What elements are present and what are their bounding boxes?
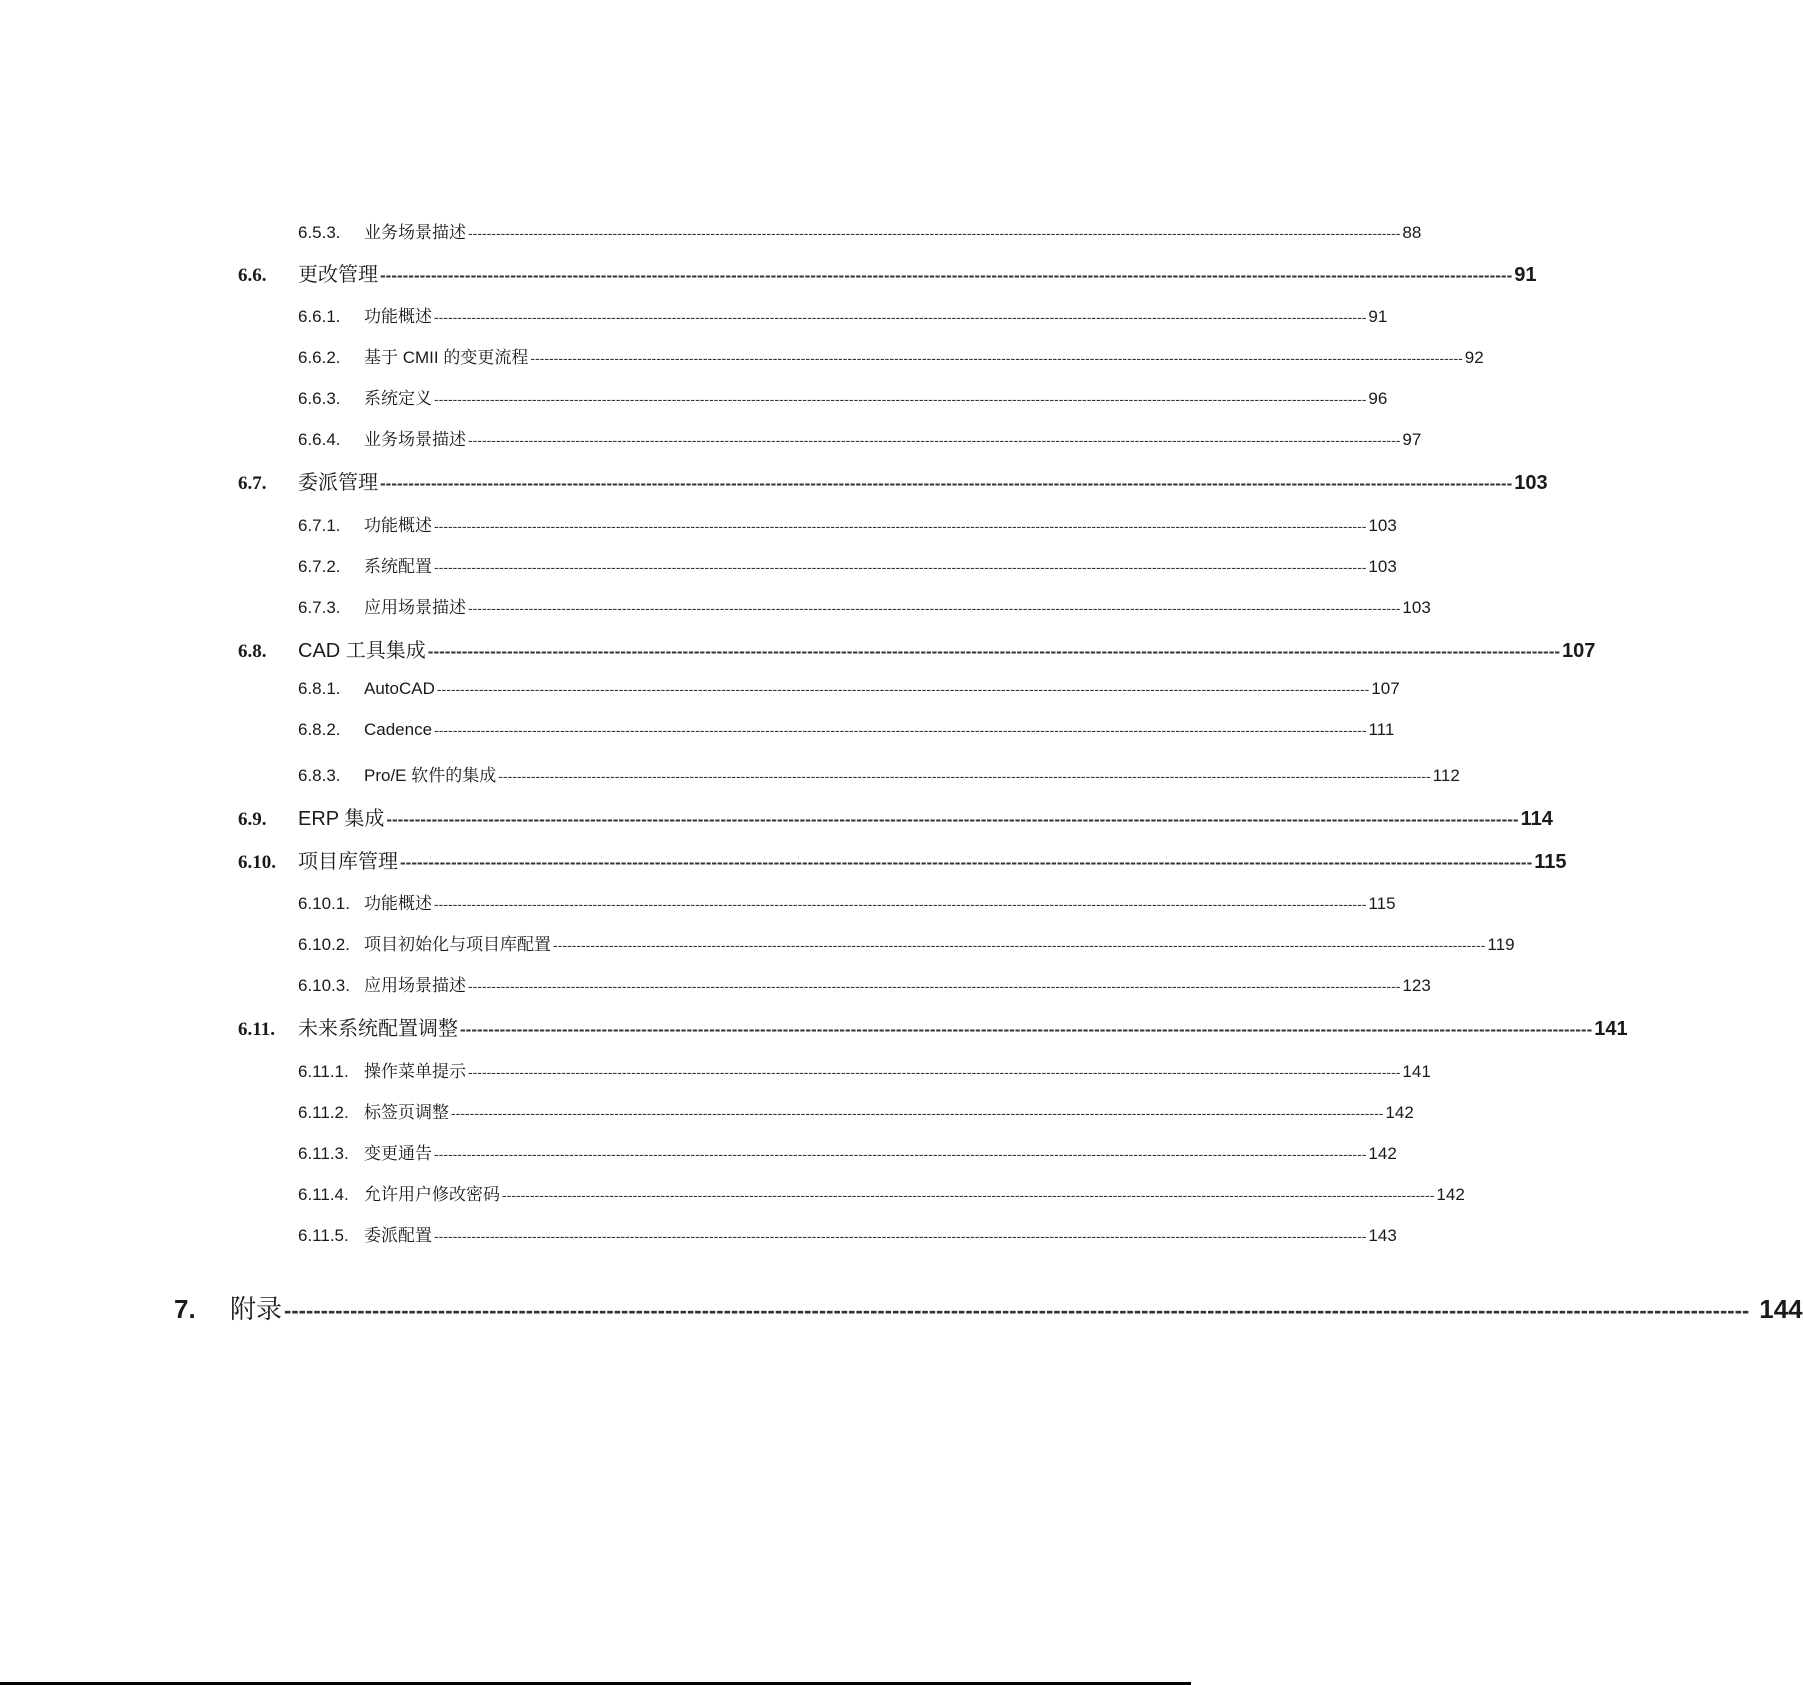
toc-entry[interactable] xyxy=(298,511,1397,535)
toc-entry[interactable] xyxy=(298,425,1422,449)
toc-leader-dots: -------------------------------------------------------------------------------------------------------------------------------------------------------------------------------------------------------- xyxy=(553,937,1486,953)
toc-leader-dots: -------------------------------------------------------------------------------------------------------------------------------------------------------------------------------------------------------- xyxy=(460,1020,1593,1039)
toc-entry-page: 91 xyxy=(1514,264,1537,286)
toc-entry-page: 103 xyxy=(1368,557,1397,576)
toc-entry-page: 115 xyxy=(1534,851,1567,873)
toc-entry-page: 88 xyxy=(1402,223,1422,242)
toc-entry-title: 委派管理 xyxy=(298,472,378,494)
toc-entry-title: 变更通告 xyxy=(364,1144,432,1163)
toc-entry[interactable] xyxy=(298,593,1431,617)
toc-entry-title: 系统配置 xyxy=(364,557,432,576)
toc-entry[interactable] xyxy=(298,761,1460,785)
toc-entry-number: 6.10.2. xyxy=(298,935,350,954)
toc-entry-title: 项目初始化与项目库配置 xyxy=(364,935,551,954)
toc-entry[interactable] xyxy=(298,720,1395,744)
toc-entry[interactable] xyxy=(298,971,1431,995)
toc-entry-number: 6.9. xyxy=(238,809,267,830)
toc-entry-number: 6.6.2. xyxy=(298,348,341,367)
toc-entry-number: 6.11.5. xyxy=(298,1226,349,1245)
toc-entry-title: AutoCAD xyxy=(364,679,435,698)
toc-entry[interactable] xyxy=(298,1221,1397,1245)
toc-entry-title: CAD 工具集成 xyxy=(298,640,426,662)
toc-entry[interactable] xyxy=(298,1057,1431,1081)
toc-leader-dots: -------------------------------------------------------------------------------------------------------------------------------------------------------------------------------------------------------- xyxy=(434,391,1367,407)
toc-entry-number: 7. xyxy=(174,1294,196,1324)
toc-entry-page: 96 xyxy=(1368,389,1388,408)
toc-entry[interactable] xyxy=(298,930,1515,954)
toc-entry-number: 6.6.4. xyxy=(298,430,341,449)
toc-entry-page: 103 xyxy=(1368,516,1397,535)
toc-leader-dots: -------------------------------------------------------------------------------------------------------------------------------------------------------------------------------------------------------- xyxy=(434,1146,1367,1162)
toc-leader-dots: -------------------------------------------------------------------------------------------------------------------------------------------------------------------------------------------------------- xyxy=(284,1298,1750,1323)
toc-entry-title: 项目库管理 xyxy=(298,851,398,873)
toc-entry-number: 6.5.3. xyxy=(298,223,341,242)
toc-entry-number: 6.7.1. xyxy=(298,516,341,535)
toc-leader-dots: -------------------------------------------------------------------------------------------------------------------------------------------------------------------------------------------------------- xyxy=(434,518,1367,534)
toc-leader-dots: -------------------------------------------------------------------------------------------------------------------------------------------------------------------------------------------------------- xyxy=(498,768,1431,784)
toc-leader-dots: -------------------------------------------------------------------------------------------------------------------------------------------------------------------------------------------------------- xyxy=(468,432,1401,448)
toc-entry-page: 123 xyxy=(1402,976,1431,995)
toc-leader-dots: -------------------------------------------------------------------------------------------------------------------------------------------------------------------------------------------------------- xyxy=(436,681,1370,697)
toc-entry-page: 92 xyxy=(1464,348,1484,367)
toc-entry-page: 97 xyxy=(1402,430,1422,449)
toc-leader-dots: -------------------------------------------------------------------------------------------------------------------------------------------------------------------------------------------------------- xyxy=(434,1228,1367,1244)
toc-entry[interactable] xyxy=(298,1139,1397,1163)
toc-leader-dots: -------------------------------------------------------------------------------------------------------------------------------------------------------------------------------------------------------- xyxy=(468,225,1401,241)
toc-leader-dots: -------------------------------------------------------------------------------------------------------------------------------------------------------------------------------------------------------- xyxy=(468,1064,1401,1080)
toc-entry-number: 6.6. xyxy=(238,265,267,286)
toc-entry-number: 6.8.1. xyxy=(298,679,341,698)
toc-entry[interactable] xyxy=(238,802,1553,830)
toc-entry-page: 142 xyxy=(1385,1103,1414,1122)
toc-entry-page: 143 xyxy=(1368,1226,1397,1245)
toc-leader-dots: -------------------------------------------------------------------------------------------------------------------------------------------------------------------------------------------------------- xyxy=(380,474,1513,493)
toc-entry-title: 业务场景描述 xyxy=(364,223,466,242)
toc-leader-dots: -------------------------------------------------------------------------------------------------------------------------------------------------------------------------------------------------------- xyxy=(434,722,1367,738)
toc-entry[interactable] xyxy=(298,679,1400,703)
toc-entry-number: 6.8. xyxy=(238,641,267,662)
toc-entry-title: 基于 CMII 的变更流程 xyxy=(364,348,529,367)
toc-entry-number: 6.11.3. xyxy=(298,1144,349,1163)
toc-entry-number: 6.11.1. xyxy=(298,1062,349,1081)
toc-entry-title: 委派配置 xyxy=(364,1226,432,1245)
toc-entry-number: 6.10. xyxy=(238,852,276,873)
toc-entry-title: Pro/E 软件的集成 xyxy=(364,766,497,785)
toc-entry-title: 应用场景描述 xyxy=(364,598,466,617)
toc-entry[interactable] xyxy=(298,1180,1465,1204)
toc-entry[interactable] xyxy=(238,1012,1628,1040)
toc-entry-title: ERP 集成 xyxy=(298,808,385,830)
toc-entry[interactable] xyxy=(298,343,1484,367)
toc-entry-number: 6.11.4. xyxy=(298,1185,349,1204)
toc-entry-number: 6.7.2. xyxy=(298,557,341,576)
toc-leader-dots: -------------------------------------------------------------------------------------------------------------------------------------------------------------------------------------------------------- xyxy=(468,978,1401,994)
toc-entry-title: 系统定义 xyxy=(364,389,432,408)
toc-leader-dots: -------------------------------------------------------------------------------------------------------------------------------------------------------------------------------------------------------- xyxy=(380,266,1513,285)
toc-entry-number: 6.7. xyxy=(238,473,267,494)
toc-leader-dots: -------------------------------------------------------------------------------------------------------------------------------------------------------------------------------------------------------- xyxy=(400,853,1533,872)
toc-entry-number: 6.6.1. xyxy=(298,307,341,326)
toc-entry[interactable] xyxy=(298,218,1422,242)
toc-entry[interactable] xyxy=(298,552,1397,576)
toc-entry-number: 6.8.3. xyxy=(298,766,341,785)
toc-leader-dots: -------------------------------------------------------------------------------------------------------------------------------------------------------------------------------------------------------- xyxy=(468,600,1401,616)
toc-entry[interactable] xyxy=(174,1289,1803,1325)
toc-entry-number: 6.11.2. xyxy=(298,1103,349,1122)
toc-entry-number: 6.10.3. xyxy=(298,976,350,995)
toc-entry-page: 107 xyxy=(1371,679,1400,698)
toc-entry-page: 112 xyxy=(1432,766,1460,785)
toc-entry-title: 允许用户修改密码 xyxy=(364,1185,500,1204)
toc-entry-page: 111 xyxy=(1368,720,1395,739)
toc-entry[interactable] xyxy=(298,302,1388,326)
toc-entry-page: 107 xyxy=(1562,640,1596,662)
toc-entry-number: 6.6.3. xyxy=(298,389,341,408)
toc-entry-page: 142 xyxy=(1368,1144,1397,1163)
toc-entry-title: 标签页调整 xyxy=(364,1103,449,1122)
toc-entry[interactable] xyxy=(298,1098,1414,1122)
toc-entry[interactable] xyxy=(238,258,1537,286)
toc-leader-dots: -------------------------------------------------------------------------------------------------------------------------------------------------------------------------------------------------------- xyxy=(386,810,1519,829)
toc-entry-title: 业务场景描述 xyxy=(364,430,466,449)
toc-leader-dots: -------------------------------------------------------------------------------------------------------------------------------------------------------------------------------------------------------- xyxy=(530,350,1463,366)
toc-entry-page: 141 xyxy=(1594,1018,1628,1040)
toc-leader-dots: -------------------------------------------------------------------------------------------------------------------------------------------------------------------------------------------------------- xyxy=(434,896,1367,912)
toc-entry[interactable] xyxy=(298,384,1388,408)
toc-leader-dots: -------------------------------------------------------------------------------------------------------------------------------------------------------------------------------------------------------- xyxy=(427,642,1561,661)
toc-entry-page: 103 xyxy=(1402,598,1431,617)
toc-entry-page: 142 xyxy=(1436,1185,1465,1204)
toc-entry-title: 功能概述 xyxy=(364,516,432,535)
toc-entry-title: 应用场景描述 xyxy=(364,976,466,995)
toc-entry[interactable] xyxy=(238,634,1596,662)
toc-entry-page: 114 xyxy=(1520,808,1553,830)
toc-entry-title: 未来系统配置调整 xyxy=(298,1018,458,1040)
toc-entry[interactable] xyxy=(238,845,1567,873)
toc-entry-page: 119 xyxy=(1487,935,1515,954)
toc-entry-title: 功能概述 xyxy=(364,307,432,326)
toc-entry-title: 功能概述 xyxy=(364,894,432,913)
toc-entry-title: Cadence xyxy=(364,720,433,739)
toc-entry-number: 6.10.1. xyxy=(298,894,350,913)
toc-entry-title: 更改管理 xyxy=(298,264,378,286)
toc-entry-number: 6.11. xyxy=(238,1019,275,1040)
toc-leader-dots: -------------------------------------------------------------------------------------------------------------------------------------------------------------------------------------------------------- xyxy=(451,1105,1384,1121)
toc-entry-page: 103 xyxy=(1514,472,1548,494)
toc-leader-dots: -------------------------------------------------------------------------------------------------------------------------------------------------------------------------------------------------------- xyxy=(434,559,1367,575)
toc-entry-number: 6.8.2. xyxy=(298,720,341,739)
toc-entry-number: 6.7.3. xyxy=(298,598,341,617)
toc-entry-page: 115 xyxy=(1368,894,1396,913)
toc-leader-dots: -------------------------------------------------------------------------------------------------------------------------------------------------------------------------------------------------------- xyxy=(502,1187,1435,1203)
toc-entry-page: 91 xyxy=(1368,307,1388,326)
toc-entry-title: 操作菜单提示 xyxy=(364,1062,466,1081)
toc-entry-page: 141 xyxy=(1402,1062,1431,1081)
toc-entry[interactable] xyxy=(238,466,1548,494)
toc-entry[interactable] xyxy=(298,889,1396,913)
toc-leader-dots: -------------------------------------------------------------------------------------------------------------------------------------------------------------------------------------------------------- xyxy=(434,309,1367,325)
toc-entry-page: 144 xyxy=(1759,1294,1803,1324)
toc-entry-title: 附录 xyxy=(230,1294,283,1324)
